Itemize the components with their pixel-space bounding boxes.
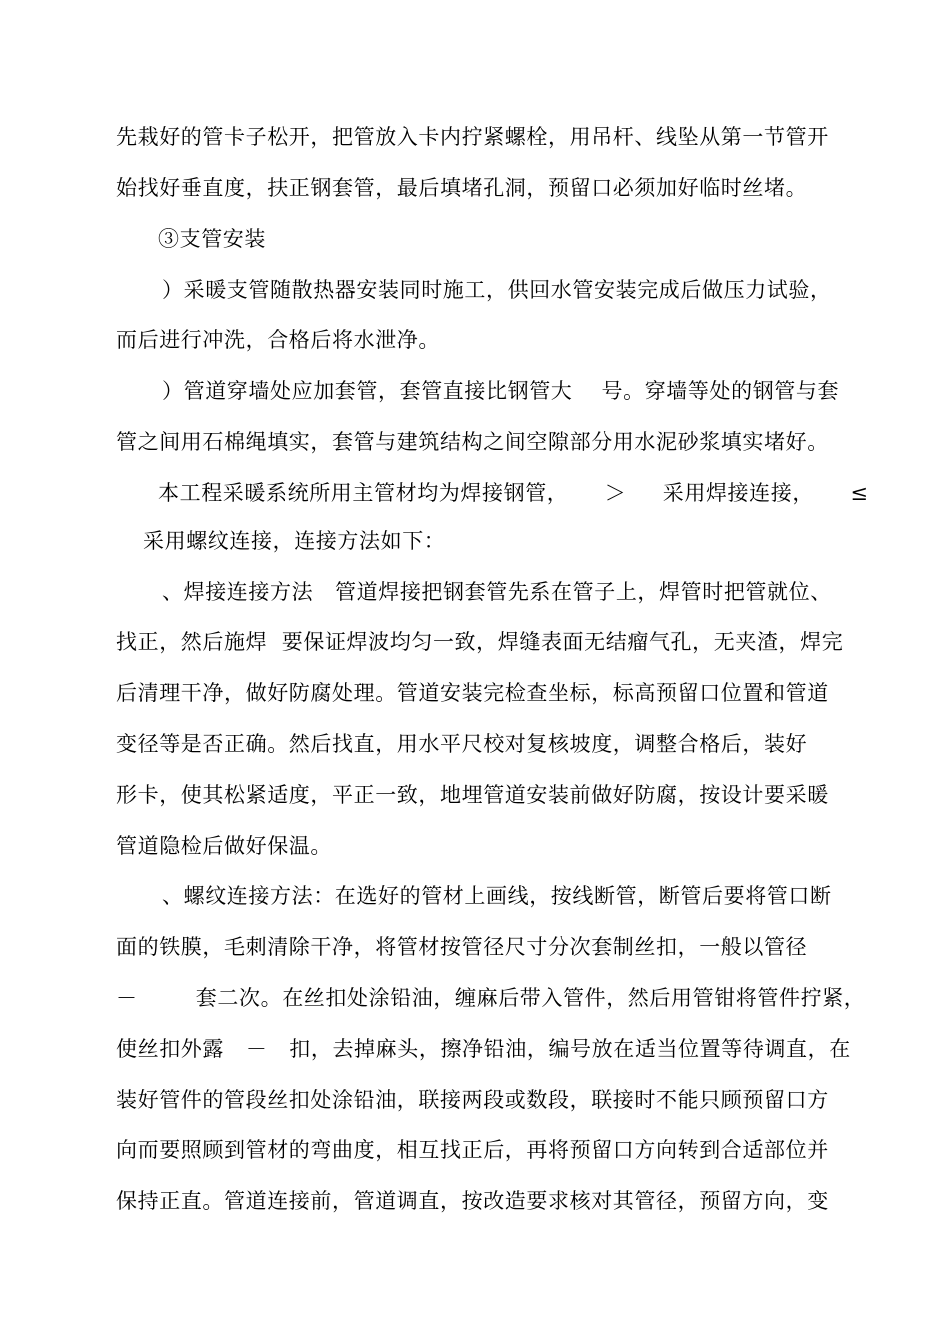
text-line: 而后进行冲洗，合格后将水泄净。 (116, 328, 440, 352)
text-line: 保持正直。管道连接前，管道调直，按改造要求核对其管径，预留方向，变 (116, 1189, 829, 1213)
text-line: 面的铁膜，毛刺清除干净，将管材按管径尺寸分次套制丝扣，一般以管径 (116, 935, 808, 959)
text-line: 管道隐检后做好保温。 (116, 834, 332, 858)
text-line: 形卡，使其松紧适度，平正一致，地埋管道安装前做好防腐，按设计要采暖 (116, 783, 829, 807)
text-line: ）采暖支管随散热器安装同时施工，供回水管安装完成后做压力试验， (162, 278, 832, 302)
text-line: 后清理干净，做好防腐处理。管道安装完检查坐标，标高预留口位置和管道 (116, 681, 829, 705)
text-line: － 套二次。在丝扣处涂铅油，缠麻后带入管件，然后用管钳将管件拧紧， (116, 986, 866, 1010)
text-line: 管之间用石棉绳填实，套管与建筑结构之间空隙部分用水泥砂浆填实堵好。 (116, 430, 829, 454)
text-line: 变径等是否正确。然后找直，用水平尺校对复核坡度，调整合格后，装好 (116, 732, 808, 756)
text-line: 找正，然后施焊 要保证焊波均匀一致，焊缝表面无结瘤气孔，无夹渣，焊完 (116, 630, 844, 654)
text-line: 、螺纹连接方法：在选好的管材上画线，按线断管，断管后要将管口断 (162, 884, 832, 908)
text-line: 、焊接连接方法 管道焊接把钢套管先系在管子上，焊管时把管就位、 (162, 580, 832, 604)
text-line: 使丝扣外露 － 扣，去掉麻头，擦净铅油，编号放在适当位置等待调直，在 (116, 1037, 851, 1061)
text-line: ）管道穿墙处应加套管，套管直接比钢管大 号。穿墙等处的钢管与套 (162, 379, 840, 403)
text-line: 采用螺纹连接，连接方法如下： (143, 529, 446, 553)
text-line: 先栽好的管卡子松开，把管放入卡内拧紧螺栓，用吊杆、线坠从第一节管开 (116, 125, 829, 149)
text-line: 本工程采暖系统所用主管材均为焊接钢管， ＞ 采用焊接连接， ≤ (158, 481, 869, 505)
text-line: 向而要照顾到管材的弯曲度，相互找正后，再将预留口方向转到合适部位并 (116, 1138, 829, 1162)
text-line: 装好管件的管段丝扣处涂铅油，联接两段或数段，联接时不能只顾预留口方 (116, 1088, 829, 1112)
section-heading: ③支管安装 (158, 227, 266, 251)
text-line: 始找好垂直度，扶正钢套管，最后填堵孔洞，预留口必须加好临时丝堵。 (116, 176, 808, 200)
